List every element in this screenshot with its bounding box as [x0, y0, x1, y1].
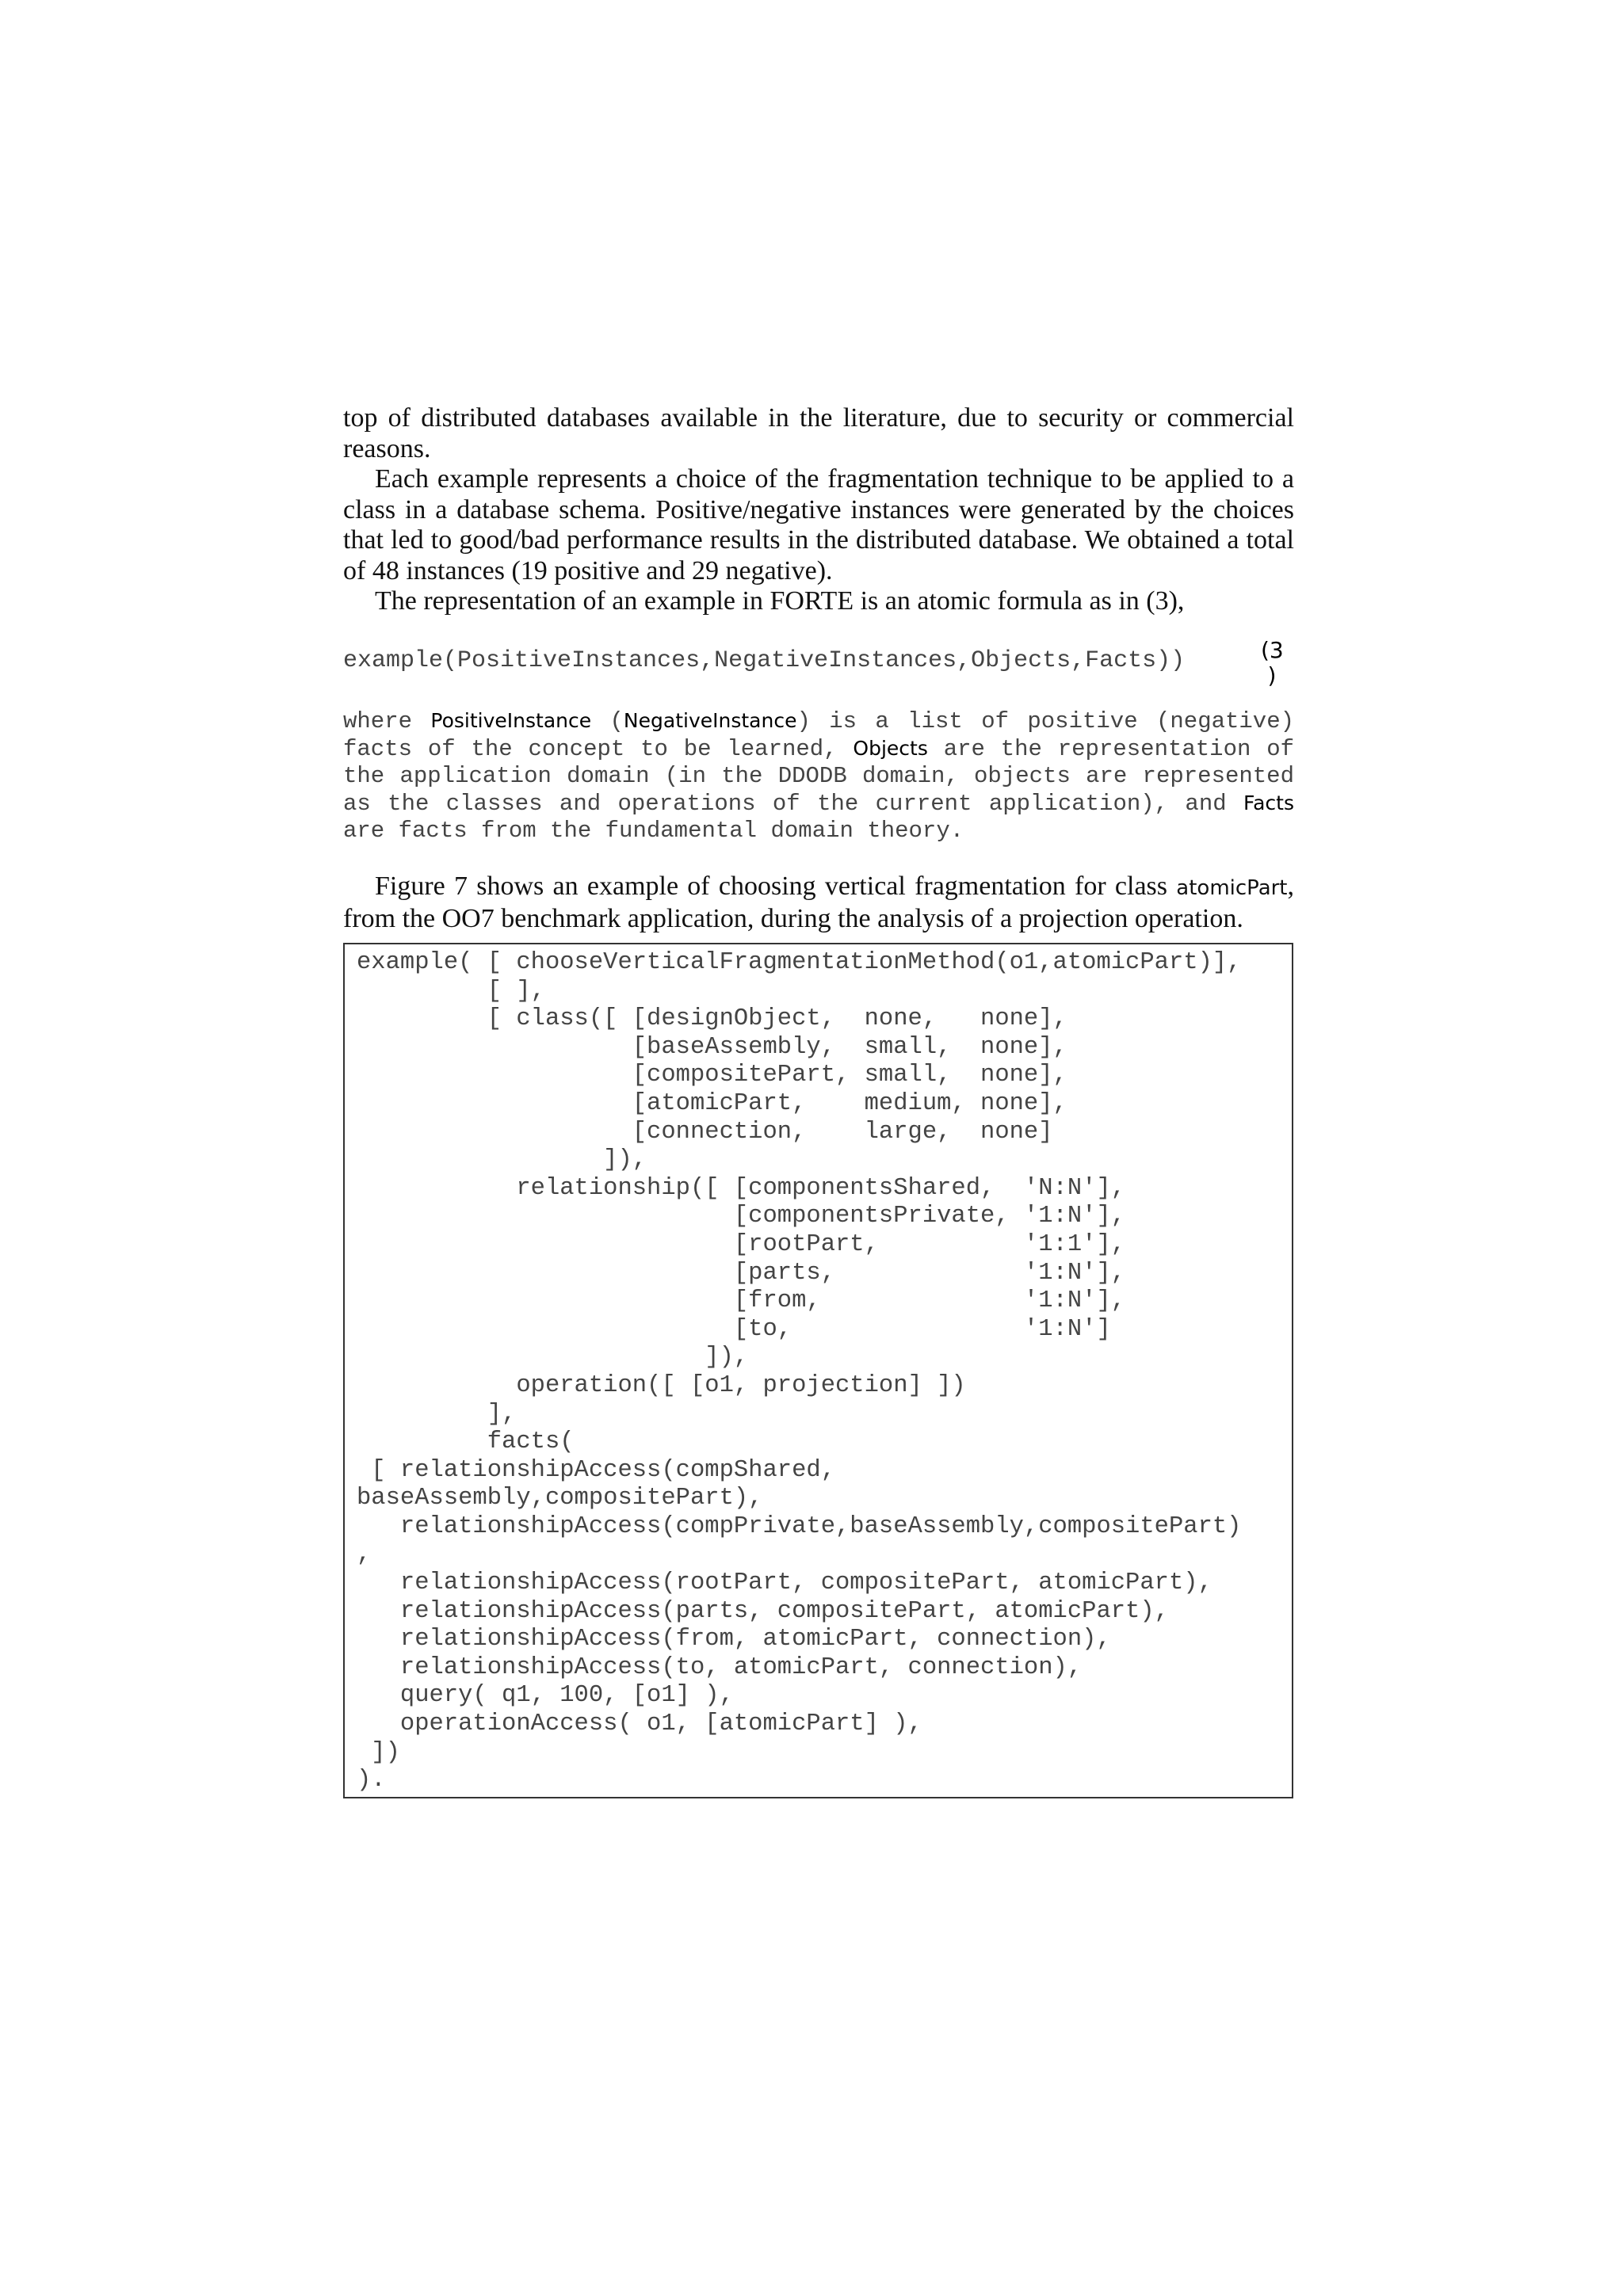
where-paragraph: [343, 707, 1294, 845]
term-positive-instance: PositiveInstance: [430, 709, 592, 732]
term-objects: Objects: [853, 737, 928, 760]
intro-text: [343, 403, 1294, 617]
term-facts: Facts: [1243, 791, 1294, 814]
equation-number-close: ): [1267, 662, 1277, 688]
where-text-2: (: [609, 708, 624, 734]
figure-intro-text-2: , from the OO7 benchmark application, during the analysis of a projection operation.: [343, 871, 1295, 933]
where-text-4: are the representation of the application domain (in the DDODB domain, objects are represented as the classes and operations of the current application), and: [343, 736, 1295, 817]
figure-intro-text-1: Figure 7 shows an example of choosing vertical fragmentation for class: [375, 871, 1168, 901]
where-text-5: are facts from the fundamental domain theory.: [343, 818, 964, 844]
equation-block: [343, 638, 1294, 693]
equation-number-open: (3: [1261, 637, 1284, 663]
equation-formula: example(PositiveInstances,NegativeInstances,Objects,Facts)): [343, 647, 1186, 674]
term-negative-instance: NegativeInstance: [623, 709, 797, 732]
figure-intro-paragraph: [343, 871, 1294, 934]
paragraph-examples: Each example represents a choice of the fragmentation technique to be applied to a class in a database schema. Positive/negative instances were generated by the choices that led to good/bad performance results in the distributed database. We obtained a total of 48 instances (19 positive and 29 negative).: [343, 464, 1294, 585]
term-atomic-part: atomicPart: [1176, 876, 1288, 900]
where-text-1: where: [343, 708, 413, 734]
paragraph-continuation: top of distributed databases available in the literature, due to security or commercial reasons.: [343, 403, 1294, 463]
code-listing: example( [ chooseVerticalFragmentationMethod(o1,atomicPart)], [ ], [ class([ [designObject, none, none], [baseAssembly, small, none], [compositePart, small, none], [atomicPart, medium, none], [connection, large, none] ]), relationship([ [componentsShared, 'N:N'], [componentsPrivate, '1:N'], [rootPart, '1:1'], [parts, '1:N'], [from, '1:N'], [to, '1:N'] ]), operation([ [o1, projection] ]) ], facts( [ relationshipAccess(compShared, baseAssembly,compositePart), relationshipAccess(compPrivate,baseAssembly,compositePart) , relationshipAccess(rootPart, compositePart, atomicPart), relationshipAccess(parts, compositePart, atomicPart), relationshipAccess(from, atomicPart, connection), relationshipAccess(to, atomicPart, connection), query( q1, 100, [o1] ), operationAccess( o1, [atomicPart] ), ]) ).: [357, 949, 1242, 1794]
equation-number: [1261, 638, 1283, 688]
where-text-3: ) is a list of positive (negative) facts of the concept to be learned,: [343, 708, 1295, 762]
paragraph-representation: The representation of an example in FORTE is an atomic formula as in (3),: [375, 586, 1185, 616]
figure-code-box: [343, 943, 1293, 1798]
